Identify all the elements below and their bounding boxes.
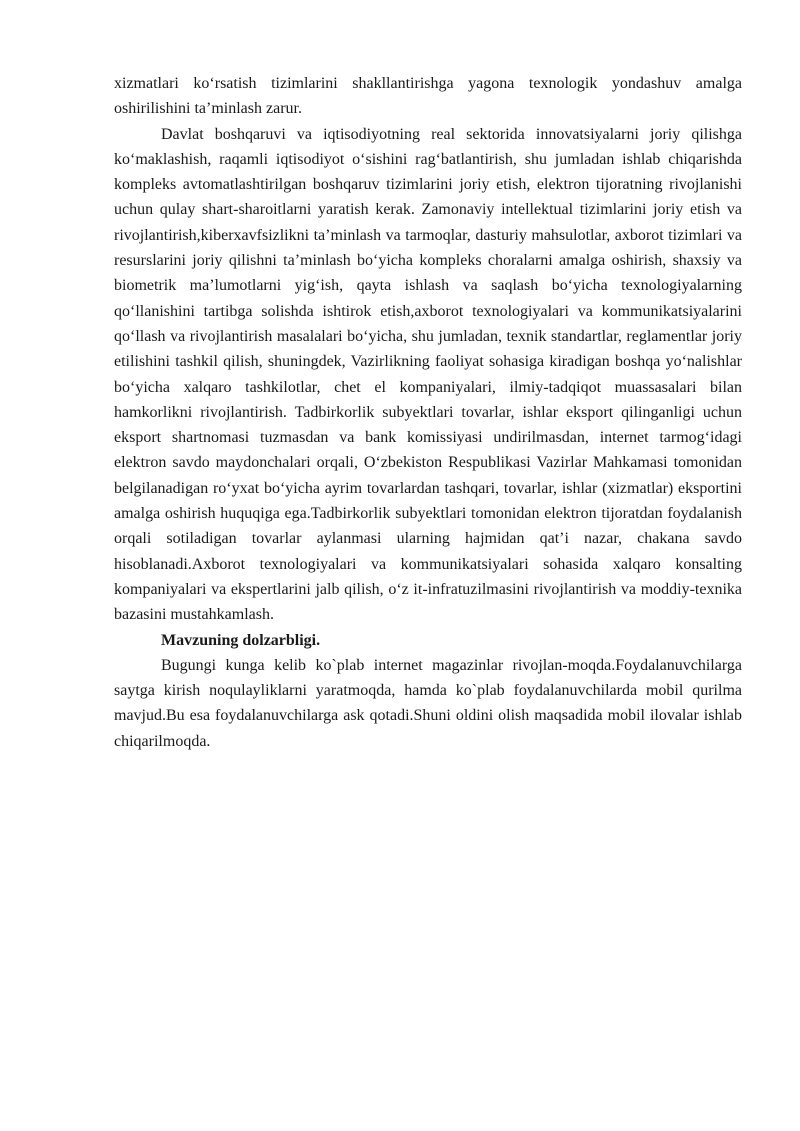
paragraph-closing: Bugungi kunga kelib ko`plab internet magazinlar rivojlan-moqda.Foydalanuvchilarga saytga kirish noqulayliklarni yaratmoqda, hamda ko`plab foydalanuvchilarda mobil qurilma mavjud.Bu esa foydalanuvchilarga ask qotadi.Shuni oldini olish maqsadida mobil ilovalar ishlab chiqarilmoqda.	[114, 656, 742, 750]
document-page	[114, 71, 742, 754]
paragraph-continuation: xizmatlari ko‘rsatish tizimlarini shakllantirishga yagona texnologik yondashuv amalga oshirilishini ta’minlash zarur.	[114, 75, 742, 118]
section-heading: Mavzuning dolzarbligi.	[161, 631, 321, 649]
paragraph-main: Davlat boshqaruvi va iqtisodiyotning real sektorida innovatsiyalarni joriy qilishga ko‘maklashish, raqamli iqtisodiyot o‘sishini rag‘batlantirish, shu jumladan ishlab chiqarishda kompleks avtomatlashtirilgan boshqaruv tizimlarini joriy etish, elektron tijoratning rivojlanishi uchun qulay shart-sharoitlarni yaratish kerak. Zamonaviy intellektual tizimlarini joriy etish va rivojlantirish,kiberxavfsizlikni ta’minlash va tarmoqlar, dasturiy mahsulotlar, axborot tizimlari va resurslarini joriy qilishni ta’minlash bo‘yicha kompleks choralarni amalga oshirish, shaxsiy va biometrik ma’lumotlarni yig‘ish, qayta ishlash va saqlash bo‘yicha texnologiyalarning qo‘llanishini tartibga solishda ishtirok etish,axborot texnologiyalari va kommunikatsiyalarini qo‘llash va rivojlantirish masalalari bo‘yicha, shu jumladan, texnik standartlar, reglamentlar joriy etilishini tashkil qilish, shuningdek, Vazirlikning faoliyat sohasiga kiradigan boshqa yo‘nalishlar bo‘yicha xalqaro tashkilotlar, chet el kompaniyalari, ilmiy-tadqiqot muassasalari bilan hamkorlikni rivojlantirish. Tadbirkorlik subyektlari tovarlar, ishlar eksport qilinganligi uchun eksport shartnomasi tuzmasdan va bank komissiyasi undirilmasdan, internet tarmog‘idagi elektron savdo maydonchalari orqali, O‘zbekiston Respublikasi Vazirlar Mahkamasi tomonidan belgilanadigan ro‘yxat bo‘yicha ayrim tovarlardan tashqari, tovarlar, ishlar (xizmatlar) eksportini amalga oshirish huquqiga ega.Tadbirkorlik subyektlari tomonidan elektron tijoratdan foydalanish orqali sotiladigan tovarlar aylanmasi ularning hajmidan qat’i nazar, chakana savdo hisoblanadi.Axborot texnologiyalari va kommunikatsiyalari sohasida xalqaro konsalting kompaniyalari va ekspertlarini jalb qilish, o‘z it-infratuzilmasini rivojlantirish va moddiy-texnika bazasini mustahkamlash.	[114, 125, 742, 624]
